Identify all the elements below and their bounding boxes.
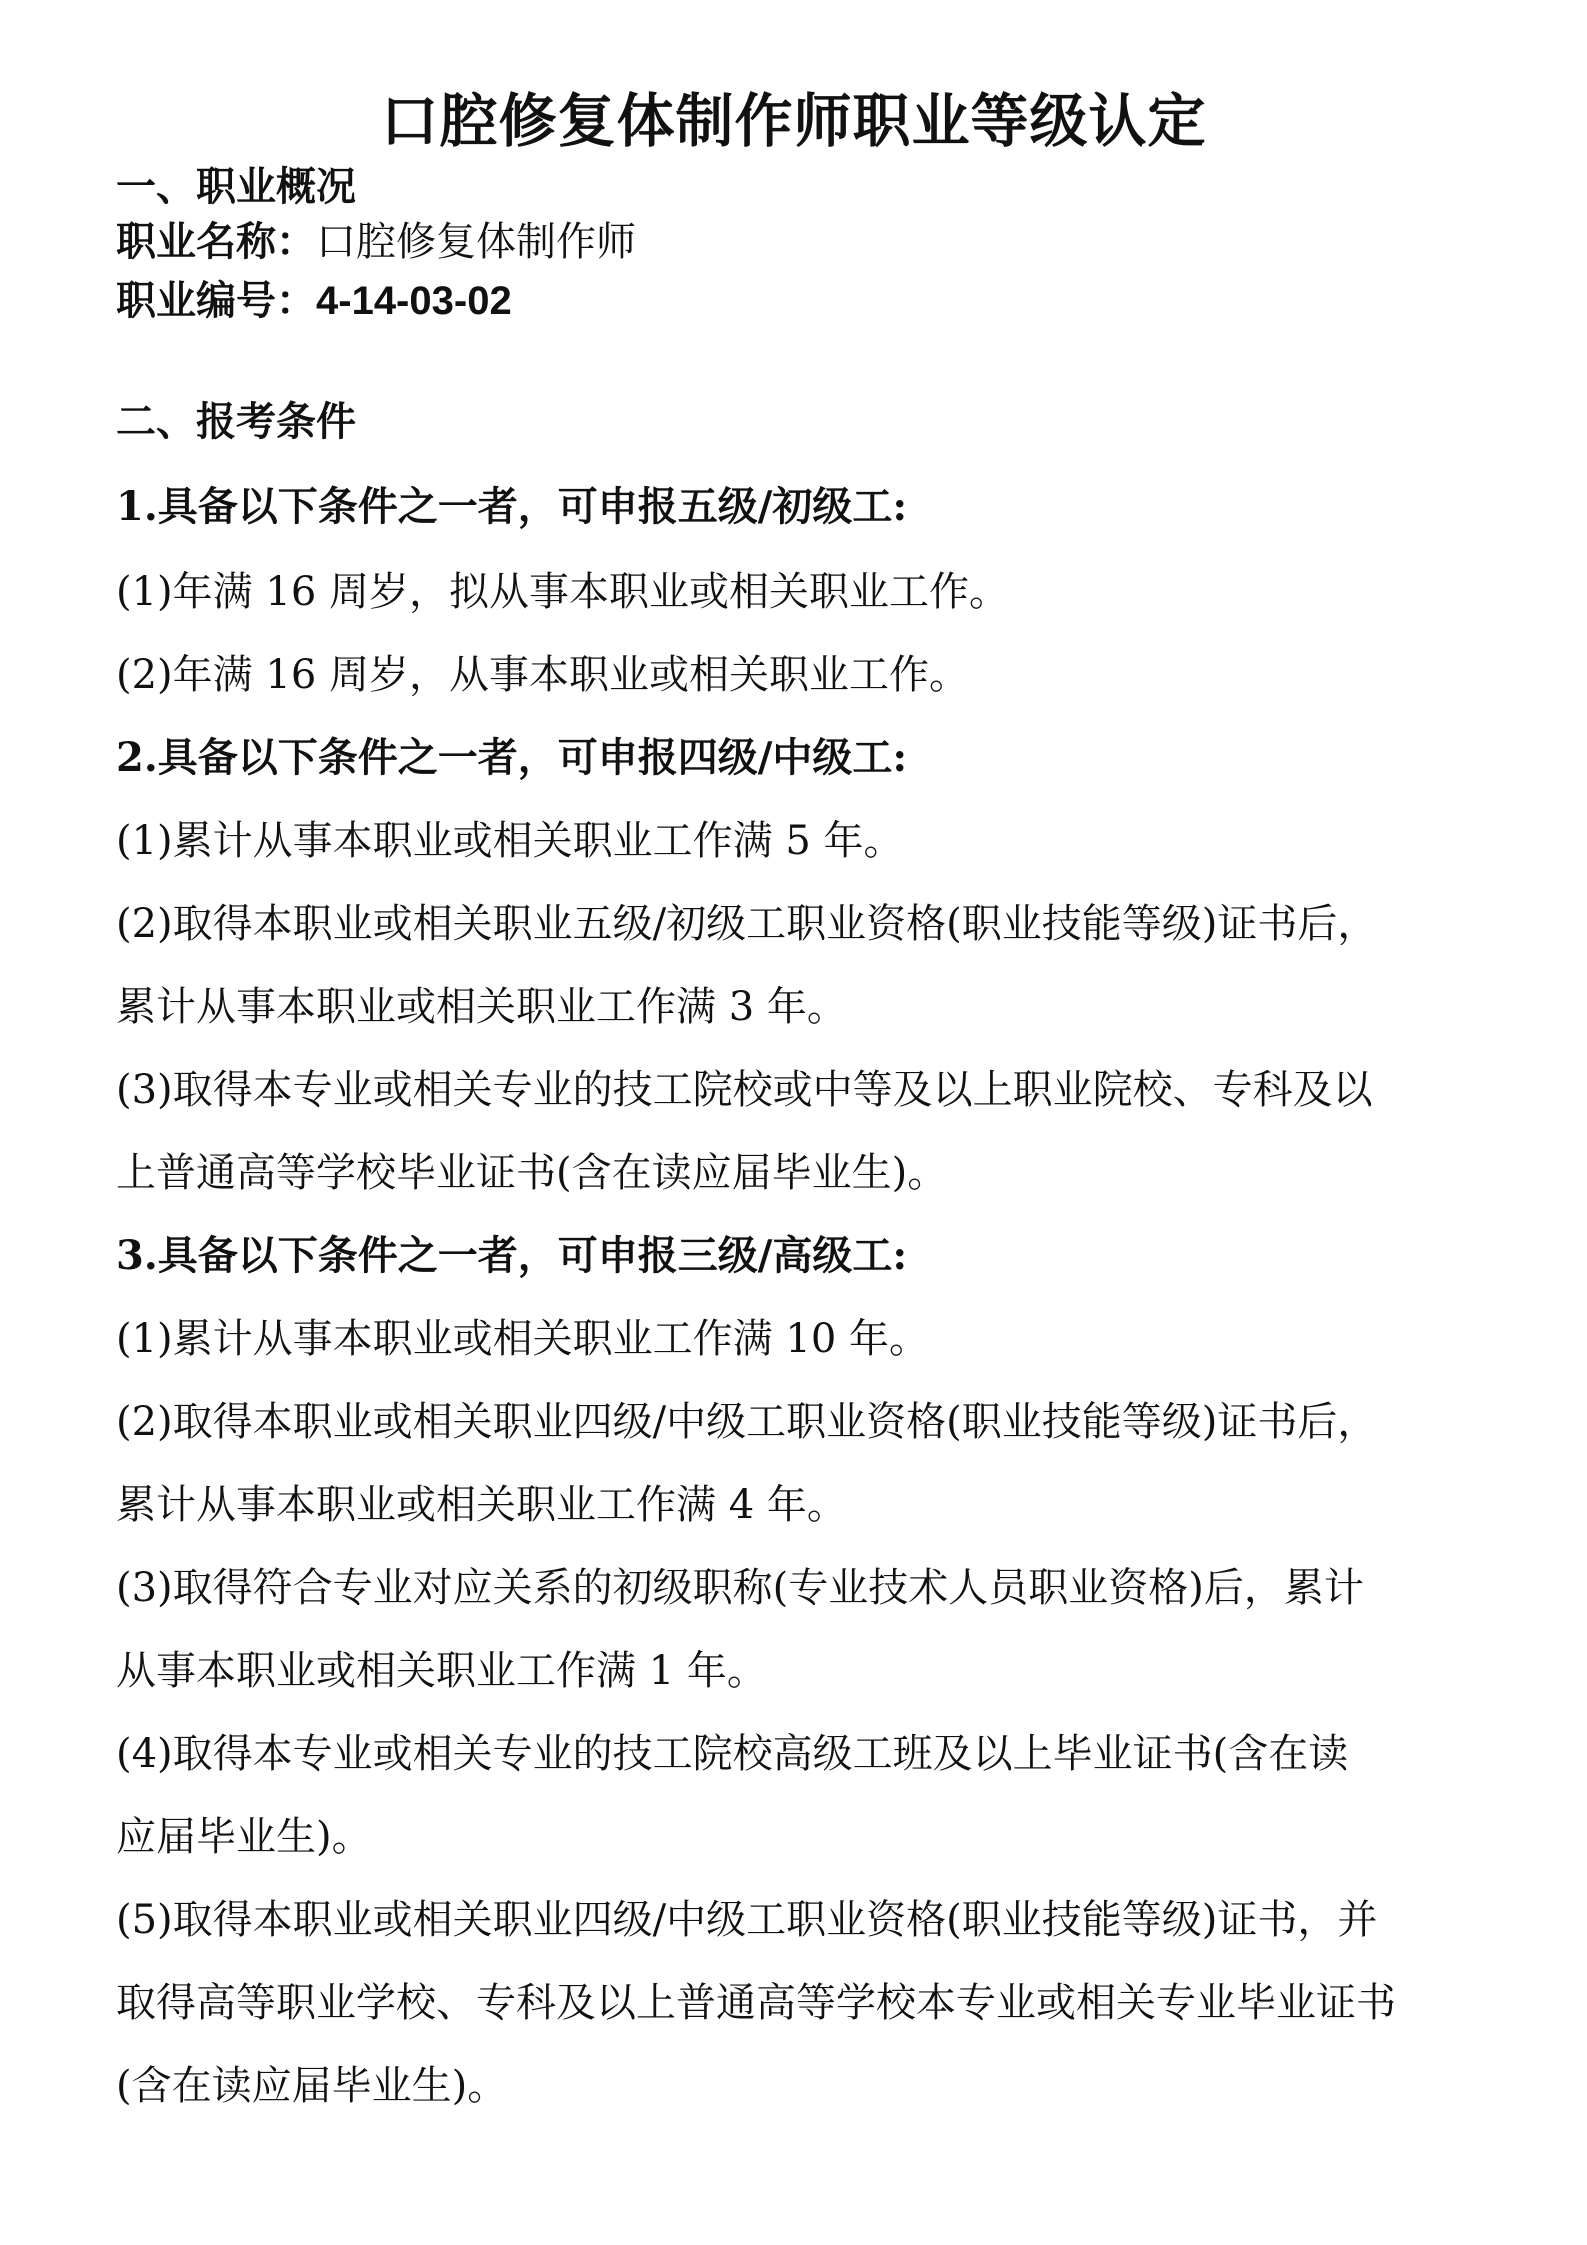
occupation-name-label: 职业名称： [116, 219, 316, 265]
level4-heading: 2.具备以下条件之一者，可申报四级/中级工: [116, 734, 908, 781]
level3-item: (5)取得本职业或相关职业四级/中级工职业资格(职业技能等级)证书，并 [116, 1897, 1378, 1943]
level4-item: (2)取得本职业或相关职业五级/初级工职业资格(职业技能等级)证书后， [116, 901, 1378, 947]
level3-item: (4)取得本专业或相关专业的技工院校高级工班及以上毕业证书(含在读 [116, 1731, 1349, 1777]
occupation-code-line [116, 272, 512, 330]
level3-item: (1)累计从事本职业或相关职业工作满 10 年。 [116, 1316, 929, 1362]
occupation-name-line [116, 213, 636, 271]
overview-heading: 一、职业概况 [116, 164, 356, 210]
level4-item: 累计从事本职业或相关职业工作满 3 年。 [116, 984, 847, 1030]
document-title: 口腔修复体制作师职业等级认定 [380, 87, 1207, 155]
occupation-code-value: 4-14-03-02 [316, 279, 512, 323]
level3-item: (2)取得本职业或相关职业四级/中级工职业资格(职业技能等级)证书后， [116, 1399, 1378, 1445]
level5-item: (1)年满 16 周岁，拟从事本职业或相关职业工作。 [116, 569, 1009, 615]
level3-item: 应届毕业生)。 [116, 1814, 372, 1860]
occupation-code-label: 职业编号： [116, 278, 316, 324]
level3-item: (3)取得符合专业对应关系的初级职称(专业技术人员职业资格)后，累计 [116, 1565, 1364, 1611]
occupation-name-value: 口腔修复体制作师 [316, 219, 636, 265]
level3-item: 累计从事本职业或相关职业工作满 4 年。 [116, 1482, 847, 1528]
level4-item: 上普通高等学校毕业证书(含在读应届毕业生)。 [116, 1150, 948, 1196]
level3-heading: 3.具备以下条件之一者，可申报三级/高级工: [116, 1232, 908, 1279]
level4-item: (1)累计从事本职业或相关职业工作满 5 年。 [116, 818, 904, 864]
level3-item: 从事本职业或相关职业工作满 1 年。 [116, 1648, 767, 1694]
conditions-heading: 二、报考条件 [116, 399, 356, 445]
level5-heading: 1.具备以下条件之一者，可申报五级/初级工: [116, 483, 908, 530]
level3-item: 取得高等职业学校、专科及以上普通高等学校本专业或相关专业毕业证书 [116, 1980, 1396, 2026]
level3-item: (含在读应届毕业生)。 [116, 2063, 508, 2109]
level5-item: (2)年满 16 周岁，从事本职业或相关职业工作。 [116, 652, 969, 698]
level4-item: (3)取得本专业或相关专业的技工院校或中等及以上职业院校、专科及以 [116, 1067, 1373, 1113]
